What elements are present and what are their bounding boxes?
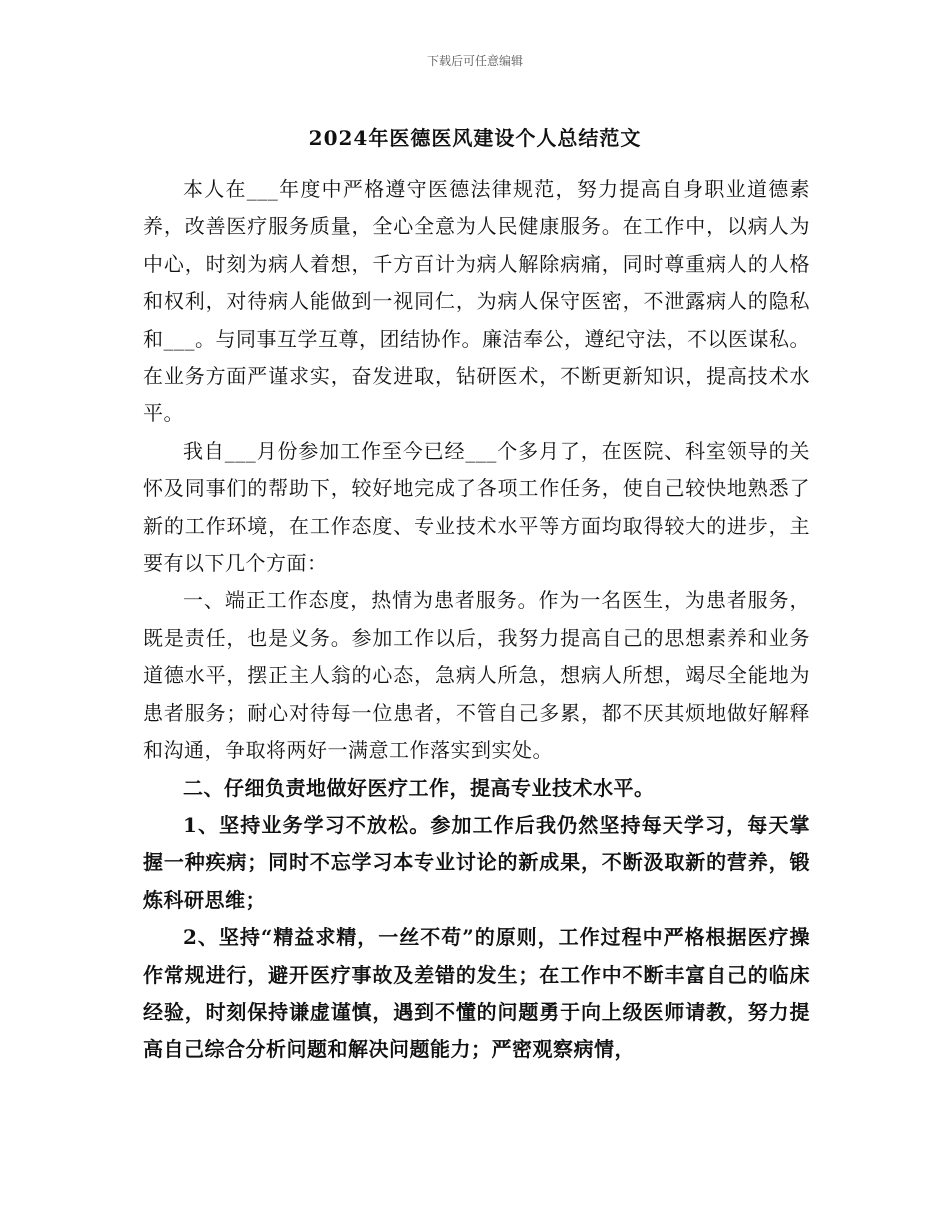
paragraph-3: 一、端正工作态度，热情为患者服务。作为一名医生，为患者服务，既是责任，也是义务。参加工作以后，我努力提高自己的思想素养和业务道德水平，摆正主人翁的心态，急病人所急，想病人所想，竭尽全能地为患者服务；耐心对待每一位患者，不管自己多累，都不厌其烦地做好解释和沟通，争取将两好一满意工作落实到实处。 (143, 588, 810, 763)
paragraph-item-1: 1、坚持业务学习不放松。参加工作后我仍然坚持每天学习，每天掌握一种疾病；同时不忘学习本专业讨论的新成果，不断汲取新的营养，锻炼科研思维； (143, 812, 810, 912)
paragraph-1: 本人在___年度中严格遵守医德法律规范，努力提高自身职业道德素养，改善医疗服务质量，全心全意为人民健康服务。在工作中，以病人为中心，时刻为病人着想，千方百计为病人解除病痛，同时尊重病人的人格和权利，对待病人能做到一视同仁，为病人保守医密，不泄露病人的隐私和___。与同事互学互尊，团结协作。廉洁奉公，遵纪守法，不以医谋私。在业务方面严谨求实，奋发进取，钻研医术，不断更新知识，提高技术水平。 (143, 177, 810, 426)
document-title: 2024年医德医风建设个人总结范文 (308, 126, 642, 150)
document-body (143, 171, 810, 1069)
section-heading-2: 二、仔细负责地做好医疗工作，提高专业技术水平。 (183, 775, 655, 800)
paragraph-2: 我自___月份参加工作至今已经___个多月了，在医院、科室领导的关怀及同事们的帮助下，较好地完成了各项工作任务，使自己较快地熟悉了新的工作环境，在工作态度、专业技术水平等方面均取得较大的进步，主要有以下几个方面： (143, 438, 810, 576)
paragraph-item-2: 2、坚持“精益求精，一丝不苟”的原则，工作过程中严格根据医疗操作常规进行，避开医疗事故及差错的发生；在工作中不断丰富自己的临床经验，时刻保持谦虚谨慎，遇到不懂的问题勇于向上级医师请教，努力提高自己综合分析问题和解决问题能力；严密观察病情， (143, 925, 810, 1062)
page-header-note: 下载后可任意编辑 (426, 54, 523, 68)
